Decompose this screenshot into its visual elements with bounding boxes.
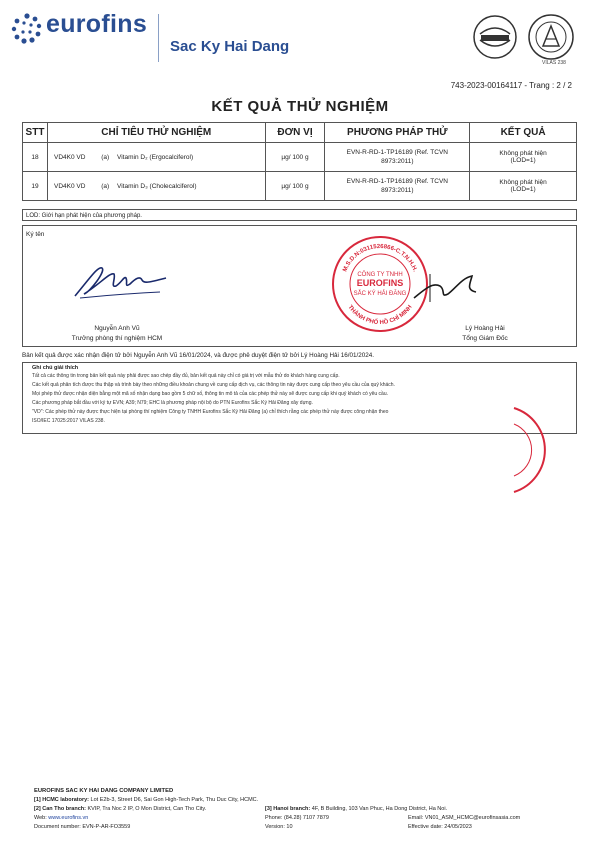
footer-cantho-label: [2] Can Tho branch: bbox=[34, 806, 86, 812]
row-method-line2: 8973:2011) bbox=[381, 158, 414, 165]
footer-phone-label: Phone: bbox=[265, 815, 283, 821]
row-parameter bbox=[47, 172, 265, 201]
footer-email bbox=[408, 815, 520, 821]
row-method-line1: EVN-R-RD-1-TP16189 (Ref. TCVN bbox=[346, 149, 448, 156]
svg-text:THÀNH PHỐ HỒ CHÍ MINH bbox=[346, 304, 413, 326]
row-result bbox=[470, 143, 577, 172]
row-stt: 19 bbox=[23, 172, 48, 201]
footer-docnum bbox=[34, 824, 130, 830]
row-abbr: VD bbox=[76, 182, 86, 190]
report-number: 743-2023-00164117 - Trang : 2 / 2 bbox=[450, 81, 572, 90]
header-result: KẾT QUẢ bbox=[470, 123, 577, 143]
lod-note: LOD: Giới hạn phát hiện của phương pháp. bbox=[22, 209, 577, 221]
footer-effective-label: Effective date: bbox=[408, 824, 443, 830]
footer-hanoi-label: [3] Hanoi branch: bbox=[265, 806, 311, 812]
footer-effective-value: 24/05/2023 bbox=[444, 824, 472, 830]
footer-hcmc-address: Lot E2b-3, Street D6, Sai Gon High-Tech Park, Thu Duc City, HCMC. bbox=[90, 797, 259, 803]
footer-web bbox=[34, 815, 88, 821]
note-line: Mọi phép thử được nhận diện bằng một mã số nhận dạng bao gồm 5 chữ số, thông tin mô tả của các phép thử này sẽ được cung cấp khi quý khách có yêu cầu. bbox=[32, 391, 389, 397]
row-method bbox=[325, 172, 470, 201]
header-method: PHƯƠNG PHÁP THỬ bbox=[325, 123, 470, 143]
row-flag: (a) bbox=[101, 182, 110, 190]
row-method-line1: EVN-R-RD-1-TP16189 (Ref. TCVN bbox=[346, 178, 448, 185]
company-name: Sac Ky Hai Dang bbox=[170, 38, 290, 55]
notes-title: Ghi chú giải thích bbox=[32, 365, 79, 371]
footer-version bbox=[265, 824, 293, 830]
row-parameter bbox=[47, 143, 265, 172]
footer-company: EUROFINS SAC KY HAI DANG COMPANY LIMITED bbox=[34, 788, 174, 794]
row-result-line2: (LOD=1) bbox=[510, 186, 536, 193]
note-line: Tất cả các thông tin trong bản kết quả này phải được sao chép đầy đủ, bản kết quả này chỉ có giá trị với mẫu thử do khách hàng cung cấp. bbox=[32, 373, 340, 379]
footer-docnum-value: EVN-P-AR-FO3559 bbox=[82, 824, 131, 830]
signer-2-name: Lý Hoàng Hải bbox=[465, 325, 505, 332]
footer-version-label: Version: bbox=[265, 824, 285, 830]
footer-hcmc bbox=[34, 797, 258, 803]
footer-email-value[interactable]: VN01_ASM_HCMC@eurofinsasia.com bbox=[424, 815, 521, 821]
eurofins-logo-icon bbox=[10, 12, 44, 46]
footer-web-label: Web: bbox=[34, 815, 47, 821]
note-line: ISO/IEC 17025:2017 VILAS 238. bbox=[32, 418, 105, 424]
row-code: VD4K0 bbox=[53, 182, 75, 190]
row-flag: (a) bbox=[101, 153, 110, 161]
signature-label: Ký tên bbox=[26, 231, 45, 238]
row-unit: µg/ 100 g bbox=[265, 143, 325, 172]
footer-cantho bbox=[34, 806, 206, 812]
footer-phone bbox=[265, 815, 329, 821]
signer-1-role: Trưởng phòng thí nghiệm HCM bbox=[71, 335, 163, 342]
logo-text: eurofins bbox=[46, 10, 148, 38]
row-code: VD4K0 bbox=[53, 153, 75, 161]
footer-version-value: 10 bbox=[286, 824, 293, 830]
stamp-top-text: M.S.D.N:0311526866-C.T.N.H.H. bbox=[342, 243, 418, 273]
signer-1-name: Nguyễn Anh Vũ bbox=[94, 325, 140, 332]
signature-1-icon bbox=[70, 258, 170, 302]
page-title: KẾT QUẢ THỬ NGHIỆM bbox=[211, 98, 389, 115]
signature-2-icon bbox=[410, 268, 480, 308]
svg-text:M.S.D.N:0311526866-C.T.N.H.H. bbox=[342, 244, 418, 273]
accreditation-caption: VILAS 238 bbox=[542, 60, 566, 66]
footer-email-label: Email: bbox=[408, 815, 424, 821]
row-result-line1: Không phát hiện bbox=[499, 179, 547, 186]
note-line: "VD": Các phép thử này được thực hiện tại phòng thí nghiệm Công ty TNHH Eurofins Sắc Ký Hải Đăng (a) chỉ thích rằng các phép thử này được công nhận theo bbox=[32, 409, 389, 415]
stamp-line-2: EUROFINS bbox=[356, 278, 404, 288]
row-method-line2: 8973:2011) bbox=[381, 187, 414, 194]
header-unit: ĐƠN VỊ bbox=[265, 123, 325, 143]
footer-hanoi bbox=[265, 806, 447, 812]
stamp-line-3: SẮC KÝ HẢI ĐĂNG bbox=[353, 291, 407, 297]
note-line: Các phương pháp bắt đầu với ký tự EVN; A39; N79; EHC là phương pháp nội bộ do PTN Eurofins Sắc Ký Hải Đăng xây dựng. bbox=[32, 400, 313, 406]
footer-hcmc-label: [1] HCMC laboratory: bbox=[34, 797, 90, 803]
stamp-line-1: CÔNG TY TNHH bbox=[357, 272, 403, 278]
results-table bbox=[22, 122, 577, 201]
row-name: Vitamin D₂ (Ergocalciferol) bbox=[117, 153, 194, 161]
row-abbr: VD bbox=[76, 153, 86, 161]
footer-effective bbox=[408, 824, 472, 830]
note-line: Các kết quả phân tích được thu thập và trình bày theo những điều khoản chung về cung cấp dịch vụ, các thông tin này được cung cấp theo yêu cầu của quý khách. bbox=[32, 382, 395, 388]
header-stt: STT bbox=[23, 123, 48, 143]
ilac-mra-icon bbox=[472, 14, 518, 60]
footer-hanoi-address: 4F, B Building, 103 Van Phuc, Ha Dong District, Ha Noi. bbox=[311, 806, 448, 812]
footer-docnum-label: Document number: bbox=[34, 824, 81, 830]
footer-phone-value: (84.28) 7107 7879 bbox=[283, 815, 329, 821]
row-result-line1: Không phát hiện bbox=[499, 150, 547, 157]
signer-2-role: Tổng Giám Đốc bbox=[462, 335, 508, 342]
header-divider bbox=[158, 14, 159, 62]
row-name: Vitamin D₃ (Cholecalciferol) bbox=[117, 182, 197, 190]
row-unit: µg/ 100 g bbox=[265, 172, 325, 201]
header-parameter: CHỈ TIÊU THỬ NGHIỆM bbox=[47, 123, 265, 143]
row-result bbox=[470, 172, 577, 201]
row-stt: 18 bbox=[23, 143, 48, 172]
table-row bbox=[23, 172, 577, 201]
row-result-line2: (LOD=1) bbox=[510, 157, 536, 164]
row-method bbox=[325, 143, 470, 172]
table-header-row bbox=[23, 123, 577, 143]
partial-stamp bbox=[506, 402, 562, 498]
table-row bbox=[23, 143, 577, 172]
footer-web-link[interactable]: www.eurofins.vn bbox=[48, 815, 89, 821]
approval-statement: Bản kết quả được xác nhận điện tử bởi Nguyễn Anh Vũ 16/01/2024, và được phê duyệt điện tử bởi Lý Hoàng Hải 16/01/2024. bbox=[22, 352, 374, 359]
stamp-bottom-text: THÀNH PHỐ HỒ CHÍ MINH bbox=[346, 304, 414, 327]
footer-cantho-address: KVIP, Tra Noc 2 IP, O Mon District, Can Tho City. bbox=[87, 806, 207, 812]
